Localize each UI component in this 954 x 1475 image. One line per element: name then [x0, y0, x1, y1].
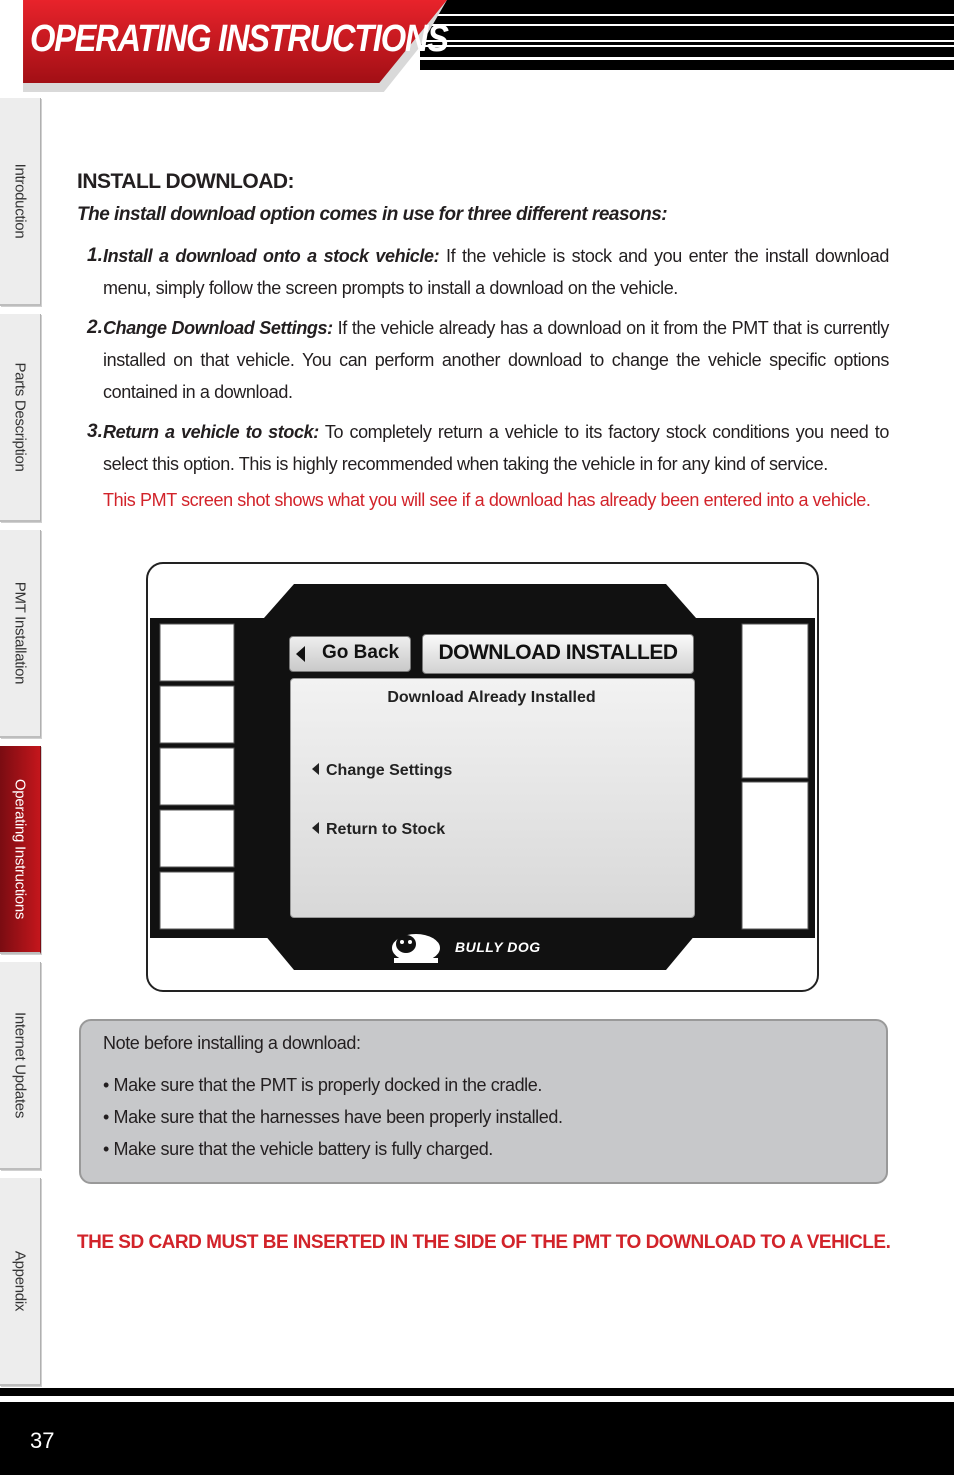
option-return-to-stock[interactable] — [312, 821, 445, 839]
list-item: • Make sure that the vehicle battery is fully charged. — [103, 1139, 493, 1159]
footer-divider — [0, 1388, 954, 1396]
note-heading: Note before installing a download: — [103, 1033, 361, 1053]
tab-label: Appendix — [11, 1250, 29, 1312]
list-item — [61, 312, 889, 408]
option-change-settings[interactable] — [312, 762, 452, 780]
item-body: To completely return a vehicle to its factory stock conditions you need to select this option. This is highly recommended when taking the vehicle in for any kind of service. — [103, 422, 889, 474]
go-back-label: Go Back — [322, 642, 400, 663]
tab-appendix[interactable] — [0, 1178, 41, 1386]
item-number: 2. — [87, 317, 103, 338]
screen-heading: Download Already Installed — [387, 689, 596, 706]
item-lead: Change Download Settings: — [103, 318, 333, 338]
item-number: 1. — [87, 245, 103, 266]
brand-name: BULLY DOG — [455, 939, 541, 955]
warning-text: THE SD CARD MUST BE INSERTED IN THE SIDE OF THE PMT TO DOWNLOAD TO A VEHICLE. — [77, 1232, 891, 1253]
main-content — [77, 170, 889, 511]
chevron-left-icon — [312, 763, 319, 775]
item-lead: Install a download onto a stock vehicle: — [103, 246, 440, 266]
item-number: 3. — [87, 421, 103, 442]
note-list — [103, 1069, 563, 1165]
go-back-button[interactable] — [289, 636, 411, 672]
note-box — [79, 1019, 888, 1184]
chevron-left-icon — [296, 646, 305, 662]
section-intro: The install download option comes in use for three different reasons: — [77, 204, 668, 225]
item-body: If the vehicle already has a download on it from the PMT that is currently installed on that vehicle. You can perform another download to change the vehicle specific options contained in a download. — [103, 318, 889, 402]
tab-internet-updates[interactable] — [0, 962, 41, 1170]
section-title: INSTALL DOWNLOAD: — [77, 170, 295, 193]
tab-label: Parts Description — [11, 362, 29, 472]
page-title: OPERATING INSTRUCTIONS — [30, 18, 448, 60]
list-item: • Make sure that the PMT is properly docked in the cradle. — [103, 1075, 542, 1095]
screen-title-bar — [422, 634, 694, 674]
option-label: Change Settings — [326, 762, 453, 779]
list-item — [61, 416, 889, 480]
chevron-left-icon — [312, 822, 319, 834]
footer-bar — [0, 1402, 954, 1475]
device-screen — [290, 678, 695, 918]
list-item — [61, 240, 889, 304]
item-body: If the vehicle is stock and you enter the install download menu, simply follow the screen prompts to install a download on the vehicle. — [103, 246, 889, 298]
screenshot-caption: This PMT screen shot shows what you will see if a download has already been entered into a vehicle. — [103, 490, 871, 510]
tab-introduction[interactable] — [0, 98, 41, 306]
screen-title: DOWNLOAD INSTALLED — [438, 641, 678, 664]
tab-operating-instructions[interactable] — [0, 746, 41, 954]
tab-label: PMT Installation — [11, 581, 29, 685]
list-item: • Make sure that the harnesses have been properly installed. — [103, 1107, 563, 1127]
option-label: Return to Stock — [326, 821, 446, 838]
page-number: 37 — [30, 1428, 55, 1453]
tab-pmt-installation[interactable] — [0, 530, 41, 738]
tab-label: Operating Instructions — [11, 778, 29, 920]
tab-parts-description[interactable] — [0, 314, 41, 522]
bulldog-logo-icon — [388, 928, 450, 966]
item-lead: Return a vehicle to stock: — [103, 422, 319, 442]
tab-label: Introduction — [11, 163, 29, 239]
tab-label: Internet Updates — [11, 1011, 29, 1119]
